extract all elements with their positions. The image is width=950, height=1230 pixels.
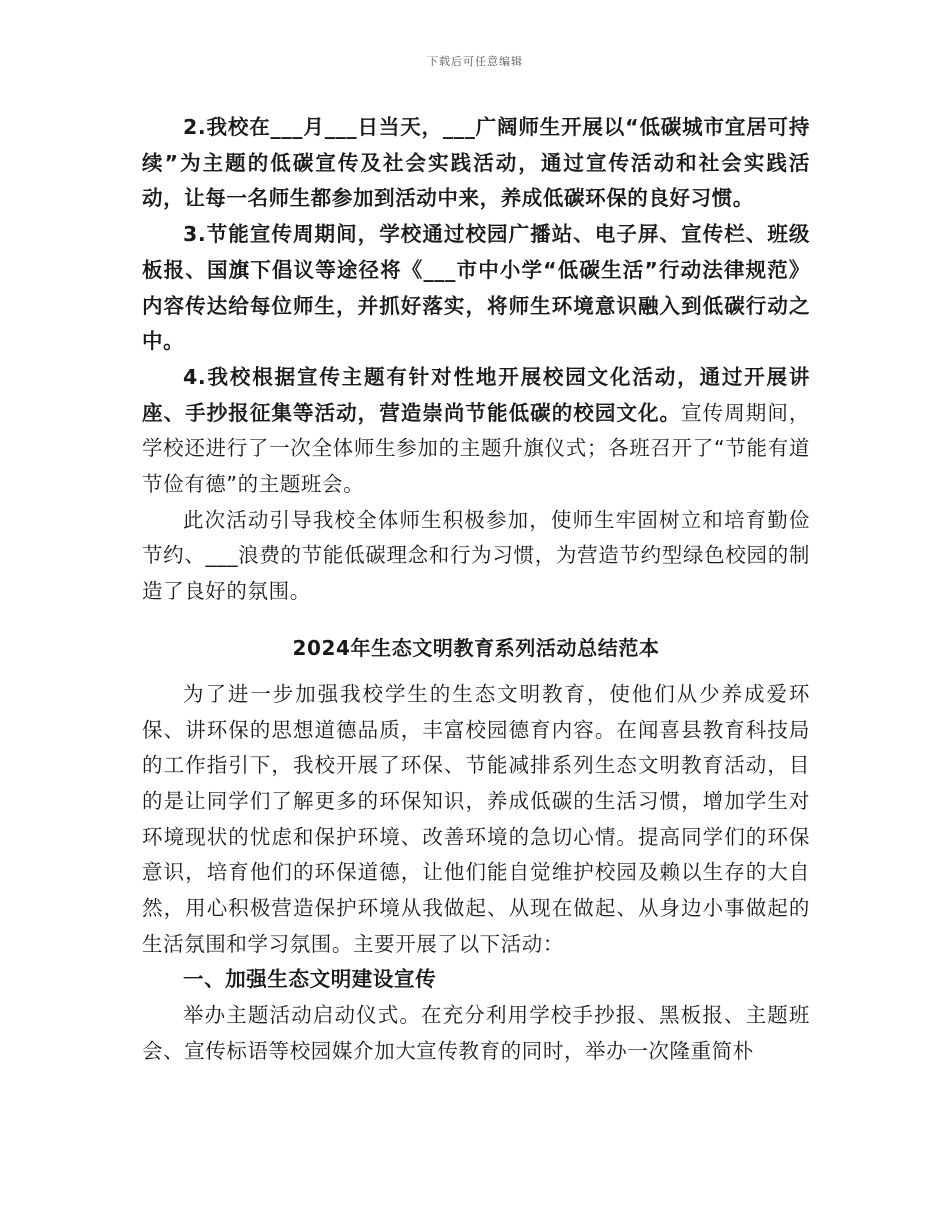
item-4-bold-text: 4.我校根据宣传主题有针对性地开展校园文化活动，通过开展讲座、手抄报征集等活动，营造崇尚节能低碳的校园文化。 (142, 364, 810, 425)
document-title: 2024年生态文明教育系列活动总结范本 (292, 635, 660, 660)
header-note: 下载后可任意编辑 (427, 55, 523, 68)
item-2-paragraph (142, 110, 810, 217)
item-4-normal-text: 宣传周期间，学校还进行了一次全体师生参加的主题升旗仪式；各班召开了“节能有道节俭有德”的主题班会。 (142, 400, 810, 497)
section-one-heading: 一、加强生态文明建设宣传 (183, 967, 437, 992)
item-4-paragraph (142, 360, 810, 503)
item-2-bold-text: 2.我校在___月___日当天，___广阔师生开展以“低碳城市宜居可持续”为主题的低碳宣传及社会实践活动，通过宣传活动和社会实践活动，让每一名师生都参加到活动中来，养成低碳环保的良好习惯。 (142, 115, 810, 211)
document-body (142, 110, 810, 1070)
item-3-bold-text: 3.节能宣传周期间，学校通过校园广播站、电子屏、宣传栏、班级板报、国旗下倡议等途径将《___市中小学“低碳生活”行动法律规范》内容传达给每位师生，并抓好落实，将师生环境意识融入到低碳行动之中。 (142, 222, 810, 354)
item-3-paragraph (142, 217, 810, 360)
closing-paragraph: 此次活动引导我校全体师生积极参加，使师生牢固树立和培育勤俭节约、___浪费的节能低碳理念和行为习惯，为营造节约型绿色校园的制造了良好的氛围。 (142, 507, 810, 604)
intro-paragraph: 为了进一步加强我校学生的生态文明教育，使他们从少养成爱环保、讲环保的思想道德品质，丰富校园德育内容。在闻喜县教育科技局的工作指引下，我校开展了环保、节能减排系列生态文明教育活动，目的是让同学们了解更多的环保知识，养成低碳的生活习惯，增加学生对环境现状的忧虑和保护环境、改善环境的急切心情。提高同学们的环保意识，培育他们的环保道德，让他们能自觉维护校园及赖以生存的大自然，用心积极营造保护环境从我做起、从现在做起、从身边小事做起的生活氛围和学习氛围。主要开展了以下活动： (142, 681, 810, 956)
section-one-paragraph: 举办主题活动启动仪式。在充分利用学校手抄报、黑板报、主题班会、宣传标语等校园媒介加大宣传教育的同时，举办一次隆重简朴 (142, 1003, 810, 1063)
